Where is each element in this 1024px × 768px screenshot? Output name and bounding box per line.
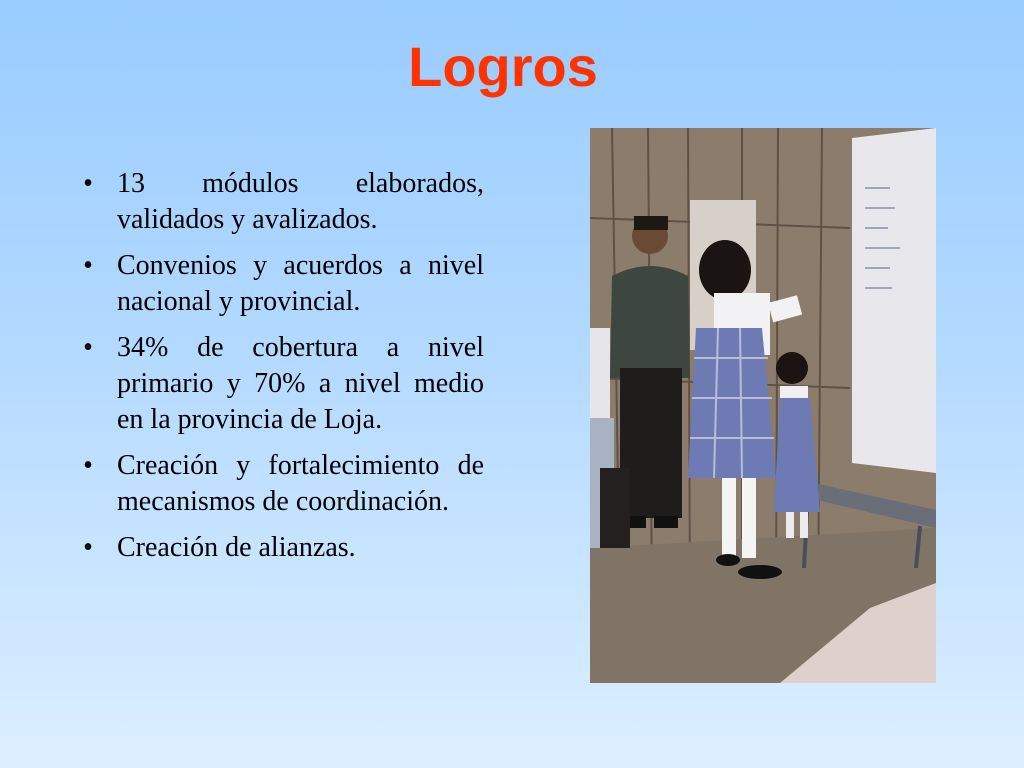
classroom-photo <box>590 128 936 683</box>
classroom-photo-illustration <box>590 128 936 683</box>
bullet-item <box>78 248 484 320</box>
bullet-marker: • <box>83 450 93 481</box>
bullet-text: Convenios y acuerdos a nivel nacional y provincial. <box>117 250 484 317</box>
slide-title: Logros <box>408 35 598 98</box>
bullet-text: Creación y fortalecimiento de mecanismos de coordinación. <box>117 450 484 517</box>
bullet-item <box>78 530 484 566</box>
bullet-item <box>78 330 484 438</box>
bullet-text: 34% de cobertura a nivel primario y 70% a nivel medio en la provincia de Loja. <box>117 332 484 435</box>
bullet-item <box>78 166 484 238</box>
bullet-marker: • <box>83 532 93 563</box>
bullet-text: 13 módulos elaborados, validados y avalizados. <box>117 168 484 235</box>
bullet-list <box>78 166 484 576</box>
bullet-text: Creación de alianzas. <box>117 532 356 563</box>
photo-chart-paper <box>852 128 936 473</box>
bullet-item <box>78 448 484 520</box>
bullet-marker: • <box>83 332 93 363</box>
bullet-marker: • <box>83 250 93 281</box>
bullet-marker: • <box>83 168 93 199</box>
